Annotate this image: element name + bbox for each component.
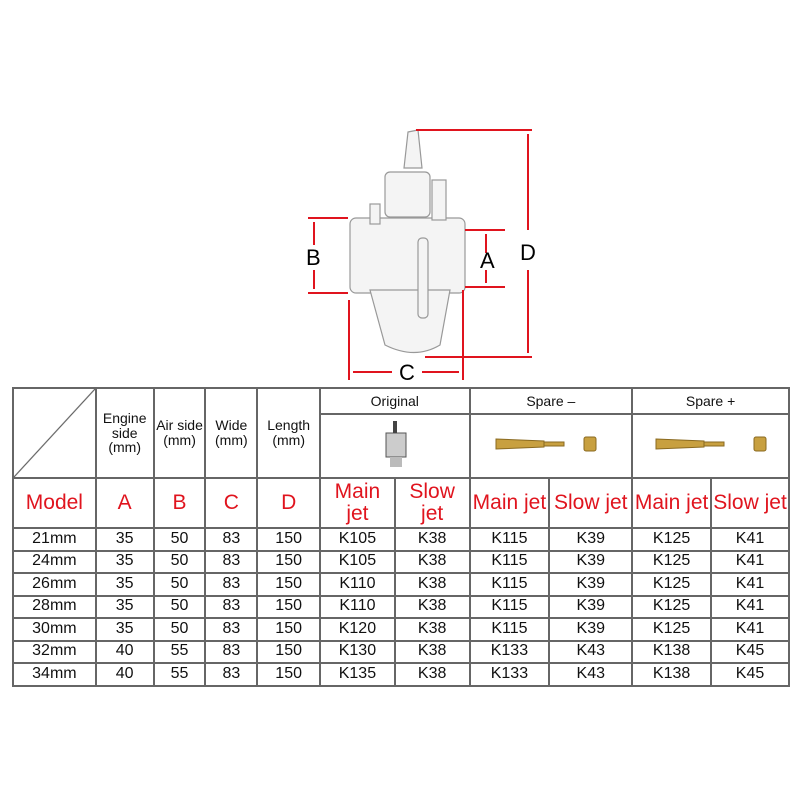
table-cell: 35: [96, 551, 154, 574]
table-cell: K115: [470, 618, 550, 641]
table-cell: 150: [257, 663, 320, 686]
table-cell: 28mm: [13, 596, 96, 619]
table-row: [13, 641, 789, 664]
carburetor-thumbnail-icon: [380, 419, 410, 469]
dimension-label-a: A: [480, 248, 495, 273]
label-cell: Main jet: [632, 478, 711, 528]
table-cell: K130: [320, 641, 395, 664]
table-cell: K39: [549, 573, 632, 596]
table-cell: K38: [395, 528, 470, 551]
table-cell: K105: [320, 528, 395, 551]
table-cell: K110: [320, 573, 395, 596]
table-cell: 35: [96, 618, 154, 641]
table-cell: 150: [257, 551, 320, 574]
original-carburetor-image: [320, 414, 469, 478]
table-cell: K38: [395, 641, 470, 664]
table-cell: K38: [395, 573, 470, 596]
table-cell: 83: [205, 573, 257, 596]
label-cell: Slow jet: [395, 478, 470, 528]
label-cell: D: [257, 478, 320, 528]
table-cell: K125: [632, 618, 711, 641]
brass-jets-icon: [486, 429, 616, 459]
spec-table: [12, 387, 790, 687]
label-row: [13, 478, 789, 528]
table-cell: K41: [711, 551, 789, 574]
spare-plus-jets-image: [632, 414, 789, 478]
dimension-label-b: B: [306, 245, 321, 270]
table-cell: K41: [711, 618, 789, 641]
table-row: [13, 573, 789, 596]
table-cell: K38: [395, 596, 470, 619]
table-cell: 21mm: [13, 528, 96, 551]
table-cell: K125: [632, 573, 711, 596]
header-length: Length (mm): [257, 388, 320, 478]
table-cell: K38: [395, 618, 470, 641]
table-row: [13, 663, 789, 686]
table-cell: K125: [632, 528, 711, 551]
header-spare-minus: Spare –: [470, 388, 633, 414]
table-cell: 83: [205, 663, 257, 686]
table-cell: K135: [320, 663, 395, 686]
label-cell: Slow jet: [549, 478, 632, 528]
dimension-label-c: C: [399, 360, 415, 385]
table-cell: K120: [320, 618, 395, 641]
header-original: Original: [320, 388, 469, 414]
table-cell: K41: [711, 528, 789, 551]
table-cell: K38: [395, 551, 470, 574]
table-cell: 32mm: [13, 641, 96, 664]
label-cell: B: [154, 478, 206, 528]
carburetor-dimension-diagram: [300, 120, 560, 390]
table-cell: 35: [96, 528, 154, 551]
table-cell: K125: [632, 551, 711, 574]
table-cell: 50: [154, 573, 206, 596]
table-cell: 83: [205, 528, 257, 551]
table-cell: 50: [154, 528, 206, 551]
table-cell: 83: [205, 551, 257, 574]
table-cell: K39: [549, 596, 632, 619]
table-cell: K45: [711, 641, 789, 664]
table-row: [13, 596, 789, 619]
table-cell: 50: [154, 596, 206, 619]
table-cell: K138: [632, 641, 711, 664]
table-cell: 35: [96, 573, 154, 596]
header-air-side: Air side (mm): [154, 388, 206, 478]
table-cell: K125: [632, 596, 711, 619]
table-cell: K38: [395, 663, 470, 686]
table-cell: 50: [154, 618, 206, 641]
table-cell: 40: [96, 641, 154, 664]
label-cell: Slow jet: [711, 478, 789, 528]
table-cell: 83: [205, 641, 257, 664]
header-spare-plus: Spare +: [632, 388, 789, 414]
table-cell: K110: [320, 596, 395, 619]
table-cell: 34mm: [13, 663, 96, 686]
table-cell: K41: [711, 573, 789, 596]
table-cell: 150: [257, 618, 320, 641]
label-cell: Model: [13, 478, 96, 528]
header-engine-side: Engine side (mm): [96, 388, 154, 478]
table-cell: 50: [154, 551, 206, 574]
carburetor-sketch: [350, 130, 465, 353]
label-cell: Main jet: [320, 478, 395, 528]
dimension-label-d: D: [520, 240, 536, 265]
label-cell: A: [96, 478, 154, 528]
table-cell: 83: [205, 596, 257, 619]
table-cell: K115: [470, 551, 550, 574]
table-cell: K43: [549, 641, 632, 664]
header-wide: Wide (mm): [205, 388, 257, 478]
table-cell: 55: [154, 663, 206, 686]
table-cell: 150: [257, 596, 320, 619]
table-row: [13, 618, 789, 641]
table-cell: 150: [257, 641, 320, 664]
table-cell: K133: [470, 663, 550, 686]
brass-jets-icon: [646, 429, 776, 459]
spare-minus-jets-image: [470, 414, 633, 478]
table-cell: K115: [470, 528, 550, 551]
table-cell: 26mm: [13, 573, 96, 596]
table-cell: 83: [205, 618, 257, 641]
table-cell: K39: [549, 551, 632, 574]
table-cell: K41: [711, 596, 789, 619]
table-row: [13, 528, 789, 551]
corner-cell: [13, 388, 96, 478]
table-cell: 24mm: [13, 551, 96, 574]
table-cell: K105: [320, 551, 395, 574]
table-row: [13, 551, 789, 574]
table-cell: 150: [257, 573, 320, 596]
label-cell: Main jet: [470, 478, 550, 528]
table-cell: K39: [549, 618, 632, 641]
table-cell: K115: [470, 573, 550, 596]
table-cell: 35: [96, 596, 154, 619]
table-cell: K115: [470, 596, 550, 619]
table-cell: 40: [96, 663, 154, 686]
table-cell: K133: [470, 641, 550, 664]
table-cell: 30mm: [13, 618, 96, 641]
table-cell: K39: [549, 528, 632, 551]
table-cell: 55: [154, 641, 206, 664]
table-cell: K43: [549, 663, 632, 686]
table-cell: K138: [632, 663, 711, 686]
table-cell: 150: [257, 528, 320, 551]
table-cell: K45: [711, 663, 789, 686]
label-cell: C: [205, 478, 257, 528]
